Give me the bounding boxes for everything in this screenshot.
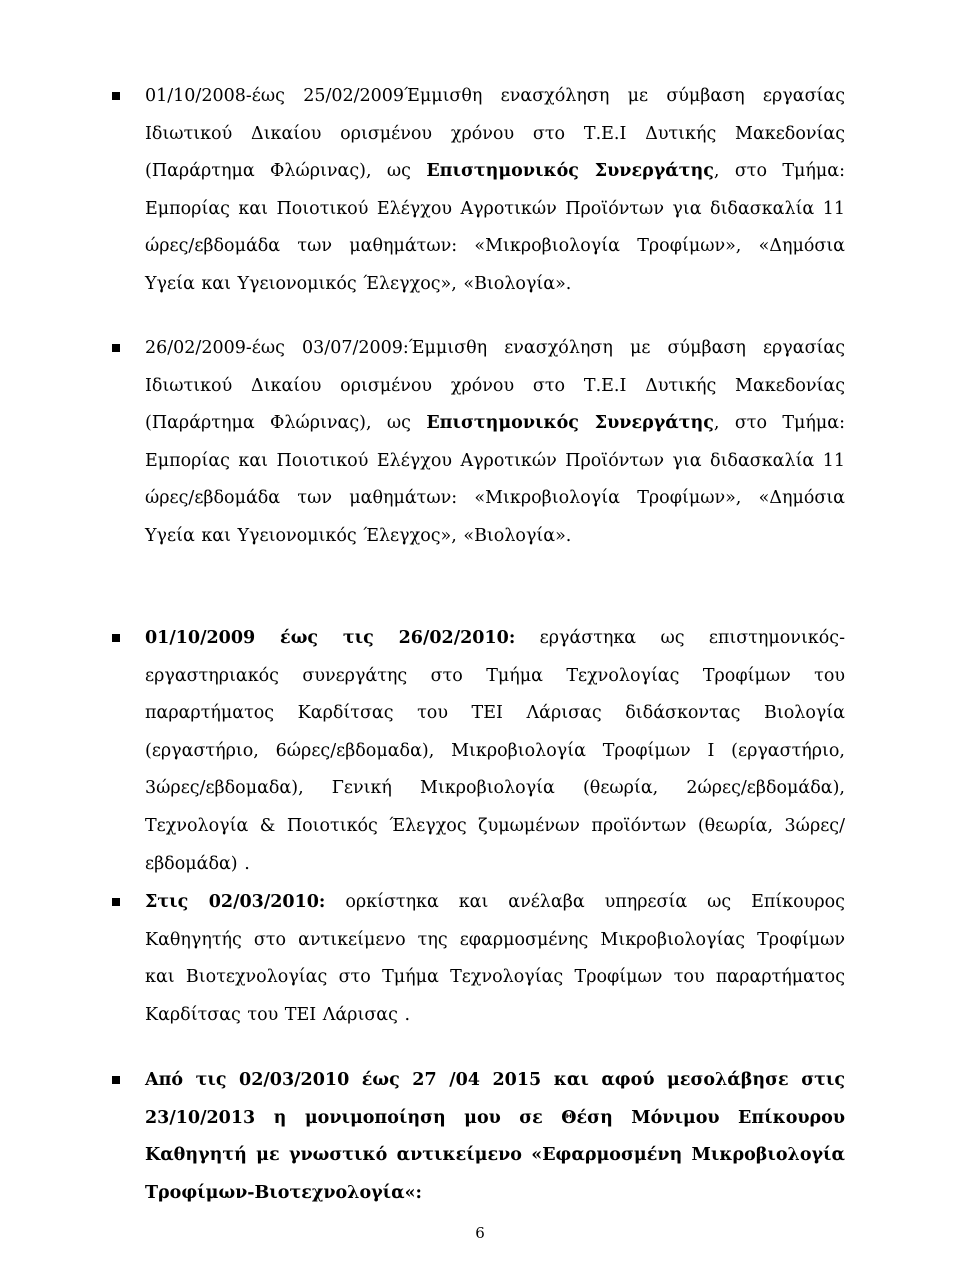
entry-text: ορκίστηκα και ανέλαβα υπηρεσία ως Επίκουρος Καθηγητής στο αντικείμενο της εφαρμοσμένης Μικροβιολογίας Τροφίμων και Βιοτεχνολογίας στο Τμήμα Τεχνολογίας Τροφίμων του παραρτήματος Καρδίτσας του ΤΕΙ Λάρισας . (145, 892, 845, 1025)
page-number: 6 (475, 1224, 485, 1242)
list-item (145, 884, 845, 1034)
entry-bold-role: Επιστημονικός Συνεργάτης (426, 161, 714, 182)
square-bullet-icon (112, 344, 120, 352)
entry-bold-text: Από τις 02/03/2010 έως 27 /04 2015 και αφού μεσολάβησε στις 23/10/2013 η μονιμοποίηση μου σε Θέση Μόνιμου Επίκουρου Καθηγητή με γνωστικό αντικείμενο «Εφαρμοσμένη Μικροβιολογία Τροφίμων-Βιοτεχνολογία«: (145, 1070, 845, 1203)
entry-bold-role: Επιστημονικός Συνεργάτης (426, 413, 714, 434)
entry-bold-date: Στις 02/03/2010: (145, 892, 326, 912)
list-item (145, 330, 845, 556)
square-bullet-icon (112, 898, 120, 906)
entry-text: 01/10/2008-έως 25/02/2009Έμμισθη ενασχόληση με σύμβαση εργασίας Ιδιωτικού Δικαίου ορισμένου χρόνου στο Τ.Ε.Ι Δυτικής Μακεδονίας (Παράρτημα Φλώρινας), ως (145, 86, 845, 182)
list-item (145, 78, 845, 304)
entry-text: , στο Τμήμα: Εμπορίας και Ποιοτικού Ελέγχου Αγροτικών Προϊόντων για διδασκαλία 11 ώρες/εβδομάδα των μαθημάτων: «Μικροβιολογία Τροφίμων», «Δημόσια Υγεία και Υγειονομικός Έλεγχος», «Βιολογία». (145, 413, 845, 546)
entry-text: , στο Τμήμα: Εμπορίας και Ποιοτικού Ελέγχου Αγροτικών Προϊόντων για διδασκαλία 11 ώρες/εβδομάδα των μαθημάτων: «Μικροβιολογία Τροφίμων», «Δημόσια Υγεία και Υγειονομικός Έλεγχος», «Βιολογία». (145, 161, 845, 294)
list-item (145, 1062, 845, 1212)
square-bullet-icon (112, 1076, 120, 1084)
square-bullet-icon (112, 634, 120, 642)
list-item (145, 620, 845, 883)
entry-text: εργάστηκα ως επιστημονικός-εργαστηριακός συνεργάτης στο Τμήμα Τεχνολογίας Τροφίμων του παραρτήματος Καρδίτσας του ΤΕΙ Λάρισας διδάσκοντας Βιολογία (εργαστήριο, 6ώρες/εβδομαδα), Μικροβιολογία Τροφίμων Ι (εργαστήριο, 3ώρες/εβδομαδα), Γενική Μικροβιολογία (θεωρία, 2ώρες/εβδομάδα), Τεχνολογία & Ποιοτικός Έλεγχος ζυμωμένων προϊόντων (θεωρία, 3ώρες/εβδομάδα) . (145, 628, 845, 874)
entry-bold-date: 01/10/2009 έως τις 26/02/2010: (145, 628, 516, 648)
entry-text: 26/02/2009-έως 03/07/2009:Έμμισθη ενασχόληση με σύμβαση εργασίας Ιδιωτικού Δικαίου ορισμένου χρόνου στο Τ.Ε.Ι Δυτικής Μακεδονίας (Παράρτημα Φλώρινας), ως (145, 338, 845, 434)
square-bullet-icon (112, 92, 120, 100)
